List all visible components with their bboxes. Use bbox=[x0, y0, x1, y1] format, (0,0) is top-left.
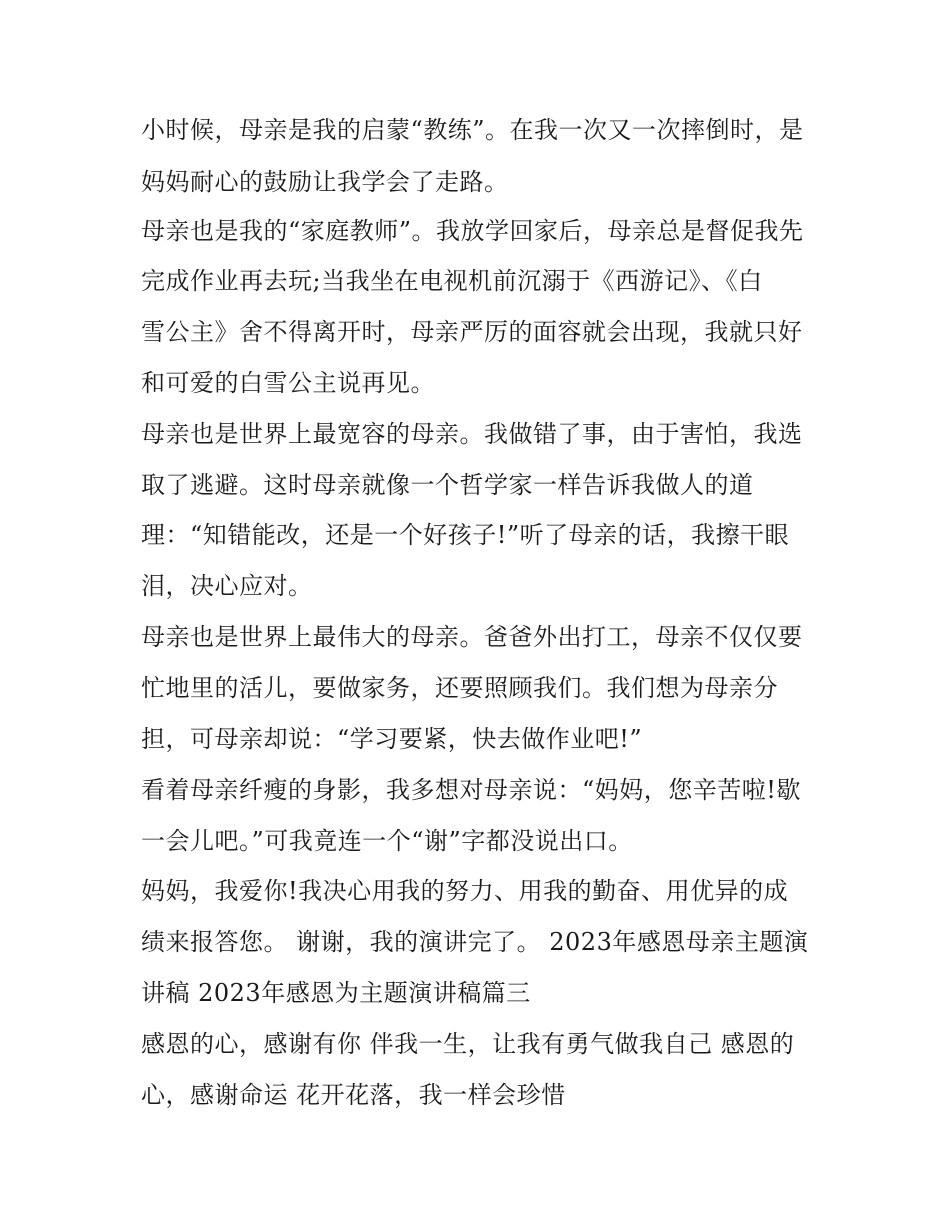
text-line: 母亲也是世界上最伟大的母亲。爸爸外出打工，母亲不仅仅要 bbox=[141, 623, 803, 651]
text-line: 心，感谢命运 花开花落，我一样会珍惜 bbox=[141, 1081, 566, 1109]
text-line: 忙地里的活儿，要做家务，还要照顾我们。我们想为母亲分 bbox=[141, 674, 778, 702]
text-line: 看着母亲纤瘦的身影，我多想对母亲说：“妈妈，您辛苦啦!歇 bbox=[141, 776, 801, 804]
text-line: 讲稿 2023年感恩为主题演讲稿篇三 bbox=[141, 979, 531, 1007]
text-line: 取了逃避。这时母亲就像一个哲学家一样告诉我做人的道 bbox=[141, 471, 754, 499]
text-line: 母亲也是我的“家庭教师”。我放学回家后，母亲总是督促我先 bbox=[141, 217, 804, 245]
text-line: 一会儿吧。”可我竟连一个“谢”字都没说出口。 bbox=[141, 827, 633, 855]
text-line: 感恩的心，感谢有你 伴我一生，让我有勇气做我自己 感恩的 bbox=[141, 1030, 795, 1058]
text-line: 和可爱的白雪公主说再见。 bbox=[141, 369, 435, 397]
text-line: 完成作业再去玩;当我坐在电视机前沉溺于《西游记》、《白 bbox=[141, 267, 763, 295]
text-line: 母亲也是世界上最宽容的母亲。我做错了事，由于害怕，我选 bbox=[141, 420, 803, 448]
text-line: 妈妈，我爱你!我决心用我的努力、用我的勤奋、用优异的成 bbox=[141, 877, 789, 905]
text-line: 担，可母亲却说：“学习要紧，快去做作业吧!” bbox=[141, 725, 643, 753]
text-line: 雪公主》舍不得离开时，母亲严厉的面容就会出现，我就只好 bbox=[141, 318, 803, 346]
text-line: 绩来报答您。 谢谢，我的演讲完了。 2023年感恩母亲主题演 bbox=[141, 928, 809, 956]
text-line: 理：“知错能改，还是一个好孩子!”听了母亲的话，我擦干眼 bbox=[141, 521, 790, 549]
text-line: 小时候，母亲是我的启蒙“教练”。在我一次又一次摔倒时，是 bbox=[141, 116, 804, 144]
text-line: 妈妈耐心的鼓励让我学会了走路。 bbox=[141, 168, 509, 196]
text-line: 泪，决心应对。 bbox=[141, 572, 313, 600]
